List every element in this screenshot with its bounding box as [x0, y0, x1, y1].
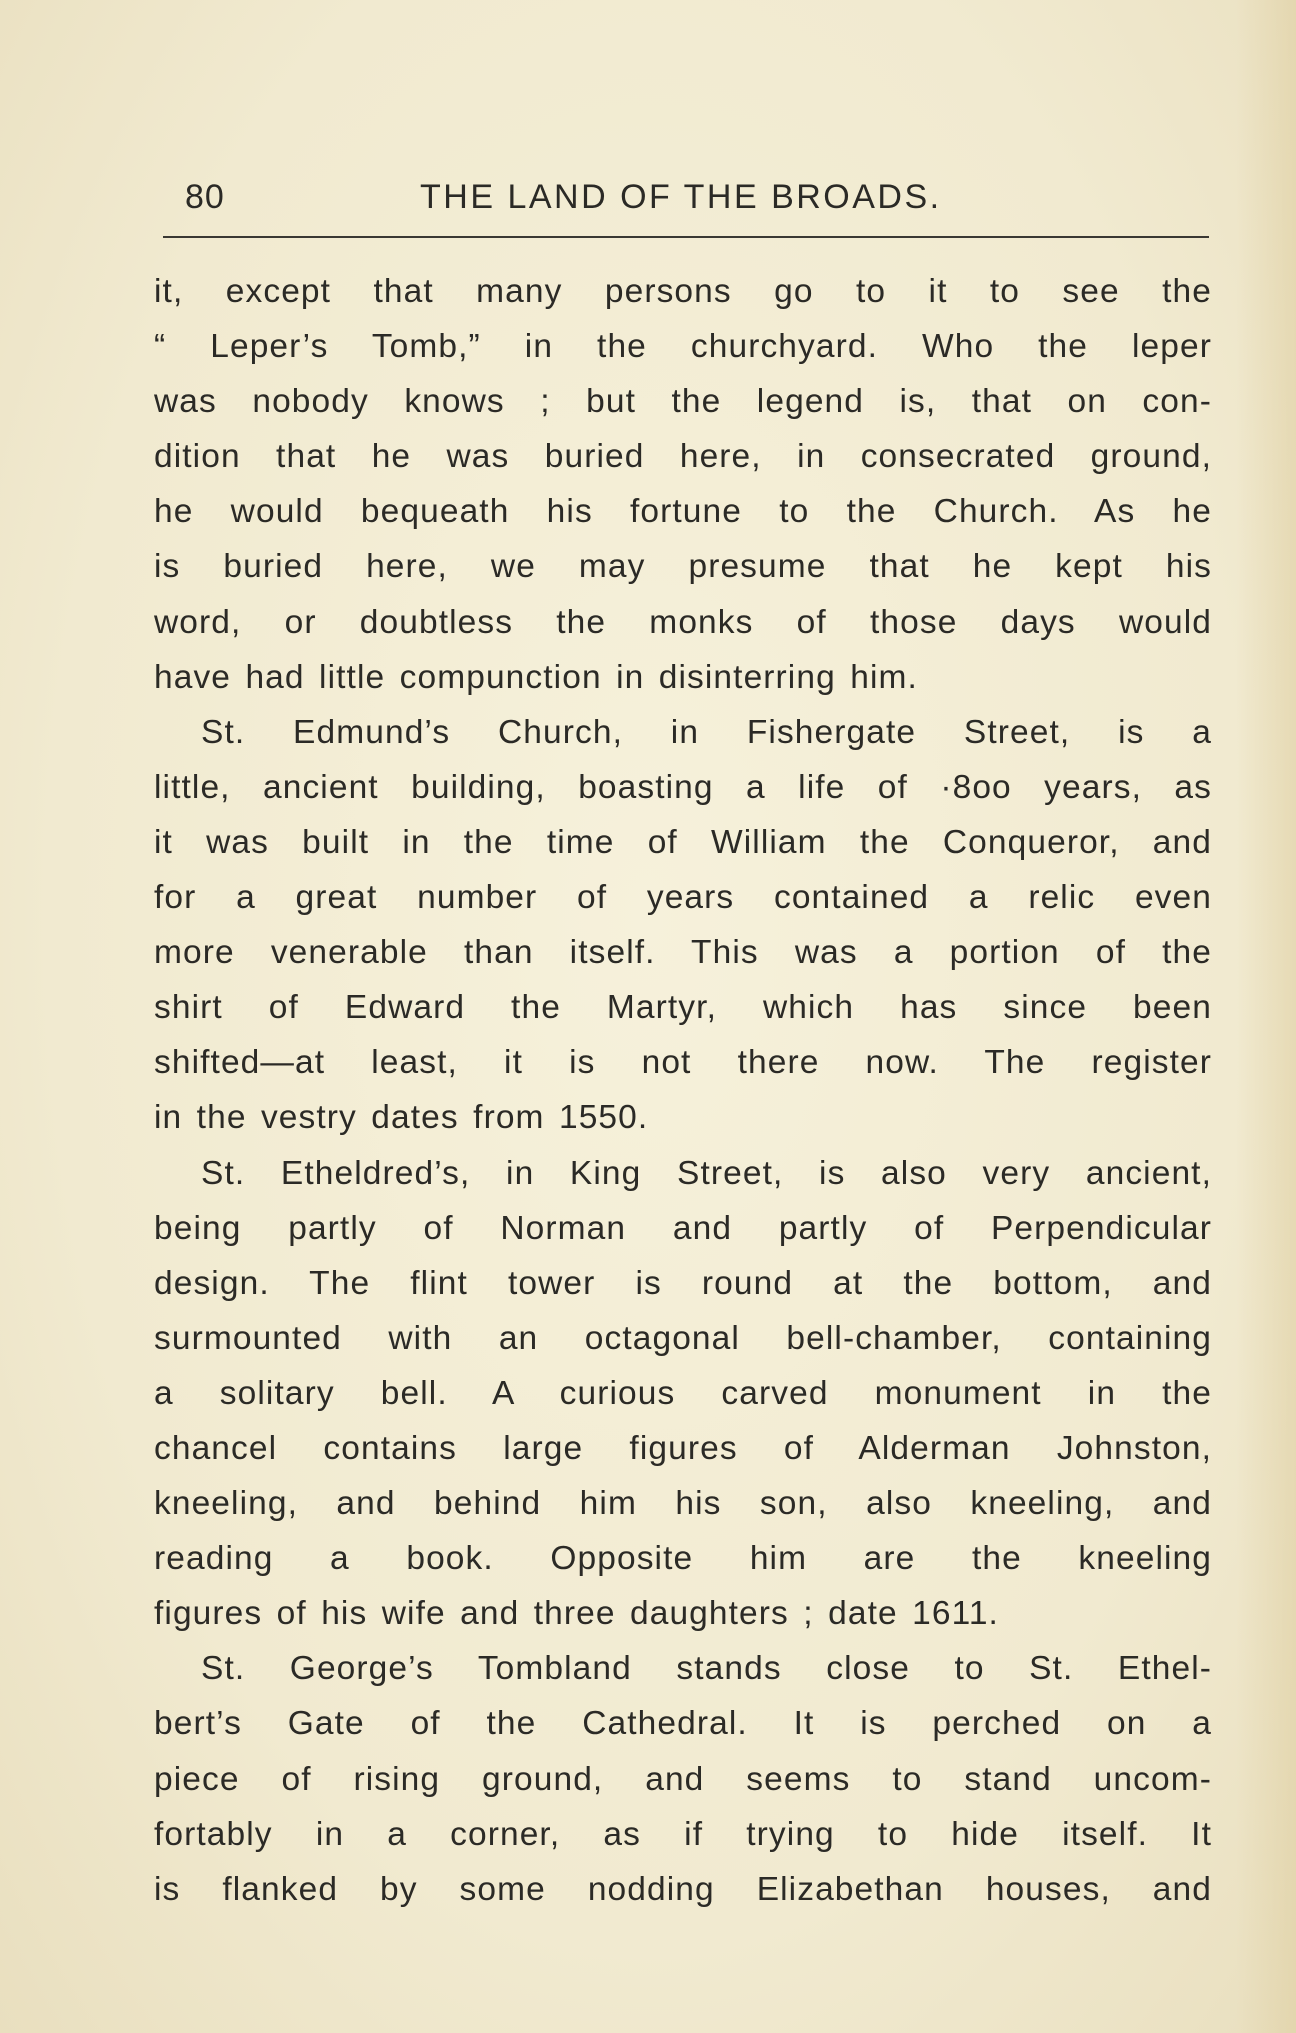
text-line: in the vestry dates from 1550.: [154, 1099, 649, 1137]
text-line: figures of his wife and three daughters ; date 1611.: [154, 1595, 999, 1633]
text-line: shirt of Edward the Martyr, which has since been: [154, 989, 1212, 1027]
text-line: is flanked by some nodding Elizabethan houses, and: [154, 1870, 1212, 1908]
text-line: bert’s Gate of the Cathedral. It is perched on a: [154, 1705, 1212, 1743]
text-line: little, ancient building, boasting a life of ·8oo years, as: [154, 768, 1212, 806]
text-line: chancel contains large figures of Alderman Johnston,: [154, 1429, 1212, 1467]
text-line: design. The flint tower is round at the bottom, and: [154, 1264, 1212, 1302]
page-number: 80: [185, 178, 225, 216]
text-line: surmounted with an octagonal bell-chamber, containing: [154, 1319, 1212, 1357]
text-line: was nobody knows ; but the legend is, that on con-: [154, 383, 1212, 421]
text-line: piece of rising ground, and seems to stand uncom-: [154, 1760, 1212, 1798]
text-line: St. Edmund’s Church, in Fishergate Street, is a: [201, 713, 1212, 751]
page-header: [153, 178, 1208, 222]
page-edge-shading: [1236, 0, 1296, 2033]
body-text: [154, 264, 1212, 1917]
text-line: a solitary bell. A curious carved monument in the: [154, 1374, 1212, 1412]
text-line: kneeling, and behind him his son, also kneeling, and: [154, 1485, 1212, 1523]
running-title: THE LAND OF THE BROADS.: [420, 178, 942, 216]
text-line: being partly of Norman and partly of Perpendicular: [154, 1209, 1212, 1247]
text-line: “ Leper’s Tomb,” in the churchyard. Who the leper: [154, 328, 1212, 366]
text-line: he would bequeath his fortune to the Church. As he: [154, 493, 1212, 531]
text-line: word, or doubtless the monks of those days would: [154, 603, 1212, 641]
header-rule: [163, 236, 1209, 238]
text-line: more venerable than itself. This was a portion of the: [154, 934, 1212, 972]
text-line: fortably in a corner, as if trying to hide itself. It: [154, 1815, 1212, 1853]
text-line: it, except that many persons go to it to see the: [154, 273, 1212, 310]
text-line: shifted—at least, it is not there now. The register: [154, 1044, 1212, 1082]
text-line: it was built in the time of William the Conqueror, and: [154, 823, 1212, 861]
text-line: for a great number of years contained a relic even: [154, 879, 1212, 917]
text-line: is buried here, we may presume that he kept his: [154, 548, 1212, 586]
text-line: reading a book. Opposite him are the kneeling: [154, 1540, 1212, 1578]
text-line: dition that he was buried here, in consecrated ground,: [154, 438, 1212, 476]
text-line: St. Etheldred’s, in King Street, is also very ancient,: [201, 1154, 1212, 1192]
text-line: have had little compunction in disinterring him.: [154, 658, 918, 696]
text-line: St. George’s Tombland stands close to St. Ethel-: [201, 1650, 1212, 1688]
